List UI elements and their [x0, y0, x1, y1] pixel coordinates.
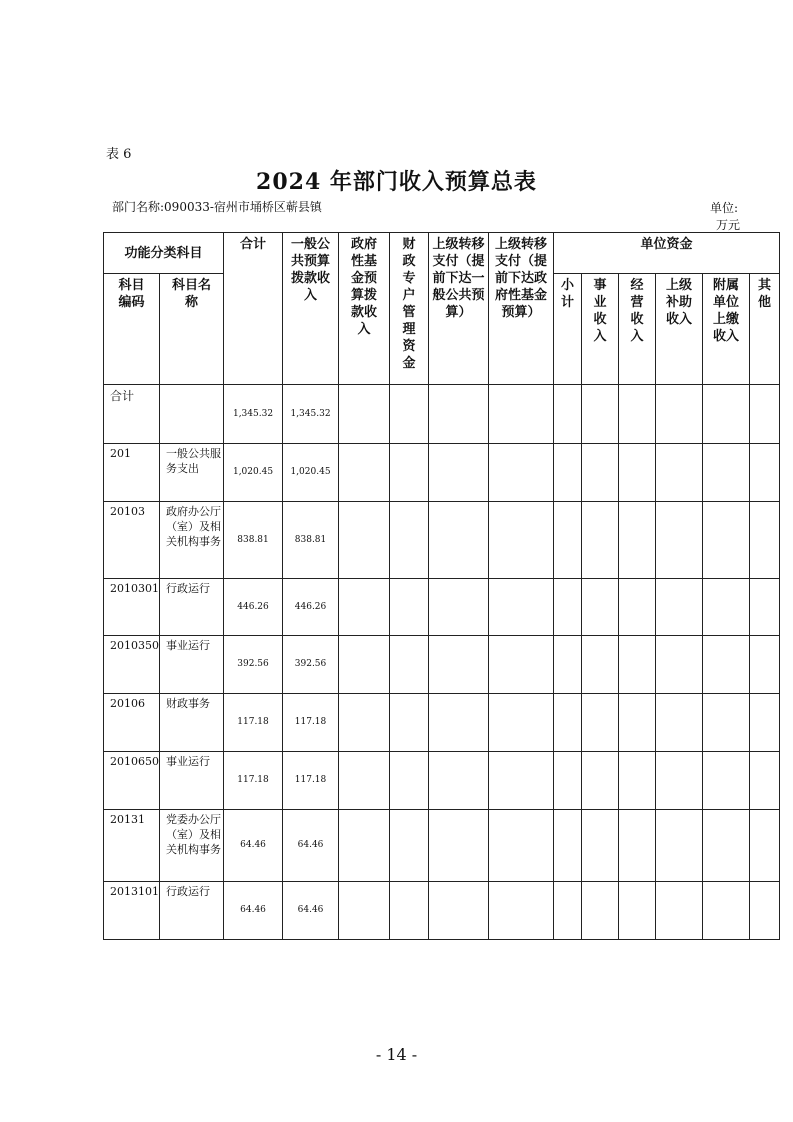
- empty-cell: [554, 694, 582, 752]
- row-general-public: 117.18: [283, 752, 339, 810]
- empty-cell: [489, 579, 554, 636]
- transfer-fund-header: 上级转移支付（提前下达政府性基金预算）: [489, 233, 554, 385]
- row-total: 64.46: [224, 882, 283, 940]
- table-row: [104, 694, 780, 752]
- general-public-header: 一般公共预算拨款收入: [283, 233, 339, 385]
- empty-cell: [656, 752, 703, 810]
- unit-value: 万元: [716, 218, 741, 232]
- empty-cell: [554, 444, 582, 502]
- total-header: 合计: [224, 233, 283, 385]
- empty-cell: [429, 882, 489, 940]
- empty-cell: [554, 882, 582, 940]
- empty-cell: [703, 502, 750, 579]
- empty-cell: [429, 579, 489, 636]
- row-code: 2013101: [104, 882, 160, 940]
- empty-cell: [750, 579, 780, 636]
- empty-cell: [750, 882, 780, 940]
- row-code: 2010301: [104, 579, 160, 636]
- row-total: 117.18: [224, 752, 283, 810]
- total-row-total: 1,345.32: [224, 385, 283, 444]
- empty-cell: [582, 810, 619, 882]
- row-name: 党委办公厅（室）及相关机构事务: [160, 810, 224, 882]
- empty-cell: [703, 579, 750, 636]
- empty-cell: [619, 444, 656, 502]
- empty-cell: [656, 882, 703, 940]
- empty-cell: [582, 694, 619, 752]
- empty-cell: [703, 694, 750, 752]
- empty-cell: [750, 502, 780, 579]
- table-row: [104, 444, 780, 502]
- row-name: 财政事务: [160, 694, 224, 752]
- empty-cell: [489, 810, 554, 882]
- transfer-general-header: 上级转移支付（提前下达一般公共预算）: [429, 233, 489, 385]
- empty-cell: [656, 694, 703, 752]
- empty-cell: [489, 444, 554, 502]
- row-general-public: 64.46: [283, 810, 339, 882]
- row-code: 20103: [104, 502, 160, 579]
- row-general-public: 117.18: [283, 694, 339, 752]
- row-code: 20131: [104, 810, 160, 882]
- row-general-public: 392.56: [283, 636, 339, 694]
- row-total: 838.81: [224, 502, 283, 579]
- row-name: 行政运行: [160, 579, 224, 636]
- row-name: 行政运行: [160, 882, 224, 940]
- empty-cell: [619, 636, 656, 694]
- empty-cell: [656, 579, 703, 636]
- table-row: [104, 579, 780, 636]
- table-row: [104, 752, 780, 810]
- empty-cell: [390, 882, 429, 940]
- row-code: 201: [104, 444, 160, 502]
- total-row-general-public: 1,345.32: [283, 385, 339, 444]
- table-row: [104, 882, 780, 940]
- empty-cell: [339, 810, 390, 882]
- empty-cell: [619, 579, 656, 636]
- row-name: 事业运行: [160, 636, 224, 694]
- empty-cell: [619, 810, 656, 882]
- empty-cell: [489, 882, 554, 940]
- empty-cell: [554, 752, 582, 810]
- row-total: 117.18: [224, 694, 283, 752]
- empty-cell: [339, 752, 390, 810]
- empty-cell: [582, 882, 619, 940]
- empty-cell: [656, 444, 703, 502]
- empty-cell: [703, 752, 750, 810]
- empty-cell: [582, 444, 619, 502]
- empty-cell: [750, 752, 780, 810]
- empty-cell: [390, 694, 429, 752]
- table-row: [104, 636, 780, 694]
- subject-name-header: 科目名称: [160, 274, 224, 385]
- budget-table: [103, 232, 780, 940]
- empty-cell: [703, 444, 750, 502]
- row-total: 446.26: [224, 579, 283, 636]
- func-class-header: 功能分类科目: [104, 233, 224, 274]
- page-number: - 14 -: [375, 1045, 418, 1064]
- subtotal-header: 小计: [554, 274, 582, 385]
- special-account-header: 财政专户管理资金: [390, 233, 429, 385]
- row-name: 一般公共服务支出: [160, 444, 224, 502]
- empty-cell: [750, 636, 780, 694]
- empty-cell: [554, 579, 582, 636]
- row-general-public: 446.26: [283, 579, 339, 636]
- empty-cell: [582, 636, 619, 694]
- row-code: 2010350: [104, 636, 160, 694]
- empty-cell: [554, 636, 582, 694]
- empty-cell: [339, 882, 390, 940]
- row-total: 392.56: [224, 636, 283, 694]
- empty-cell: [390, 579, 429, 636]
- other-header: 其他: [750, 274, 780, 385]
- empty-cell: [750, 810, 780, 882]
- table-row: [104, 810, 780, 882]
- empty-cell: [339, 694, 390, 752]
- empty-cell: [619, 502, 656, 579]
- empty-cell: [619, 694, 656, 752]
- empty-cell: [339, 444, 390, 502]
- empty-cell: [489, 502, 554, 579]
- empty-cell: [390, 810, 429, 882]
- unit-funds-header: 单位资金: [554, 233, 780, 274]
- row-code: 2010650: [104, 752, 160, 810]
- row-name: 政府办公厅（室）及相关机构事务: [160, 502, 224, 579]
- operating-income-header: 经营收入: [619, 274, 656, 385]
- empty-cell: [390, 636, 429, 694]
- department-name: 部门名称:090033-宿州市埇桥区蕲县镇: [112, 200, 322, 214]
- row-general-public: 1,020.45: [283, 444, 339, 502]
- empty-cell: [703, 636, 750, 694]
- total-row: [104, 385, 780, 444]
- empty-cell: [619, 882, 656, 940]
- business-income-header: 事业收入: [582, 274, 619, 385]
- empty-cell: [582, 752, 619, 810]
- row-total: 1,020.45: [224, 444, 283, 502]
- empty-cell: [582, 502, 619, 579]
- empty-cell: [750, 694, 780, 752]
- row-name: 事业运行: [160, 752, 224, 810]
- unit-label: 单位:: [710, 201, 739, 215]
- header-row-1: [104, 233, 780, 274]
- empty-cell: [656, 810, 703, 882]
- table-number-label: 表 6: [106, 147, 132, 162]
- row-code: 20106: [104, 694, 160, 752]
- empty-cell: [429, 694, 489, 752]
- empty-cell: [429, 502, 489, 579]
- empty-cell: [489, 694, 554, 752]
- empty-cell: [339, 502, 390, 579]
- empty-cell: [489, 752, 554, 810]
- empty-cell: [339, 579, 390, 636]
- empty-cell: [429, 810, 489, 882]
- page-title: 2024 年部门收入预算总表: [256, 169, 537, 195]
- row-general-public: 64.46: [283, 882, 339, 940]
- empty-cell: [619, 752, 656, 810]
- gov-fund-header: 政府性基金预算拨款收入: [339, 233, 390, 385]
- empty-cell: [339, 636, 390, 694]
- empty-cell: [429, 636, 489, 694]
- empty-cell: [703, 810, 750, 882]
- table-row: [104, 502, 780, 579]
- row-total: 64.46: [224, 810, 283, 882]
- subject-code-header: 科目编码: [104, 274, 160, 385]
- empty-cell: [582, 579, 619, 636]
- empty-cell: [656, 636, 703, 694]
- empty-cell: [390, 752, 429, 810]
- empty-cell: [390, 502, 429, 579]
- empty-cell: [429, 444, 489, 502]
- empty-cell: [750, 444, 780, 502]
- empty-cell: [489, 636, 554, 694]
- empty-cell: [554, 810, 582, 882]
- empty-cell: [429, 752, 489, 810]
- row-general-public: 838.81: [283, 502, 339, 579]
- total-row-label: 合计: [104, 385, 160, 444]
- empty-cell: [703, 882, 750, 940]
- empty-cell: [656, 502, 703, 579]
- empty-cell: [554, 502, 582, 579]
- affiliated-income-header: 附属单位上缴收入: [703, 274, 750, 385]
- superior-subsidy-header: 上级补助收入: [656, 274, 703, 385]
- empty-cell: [390, 444, 429, 502]
